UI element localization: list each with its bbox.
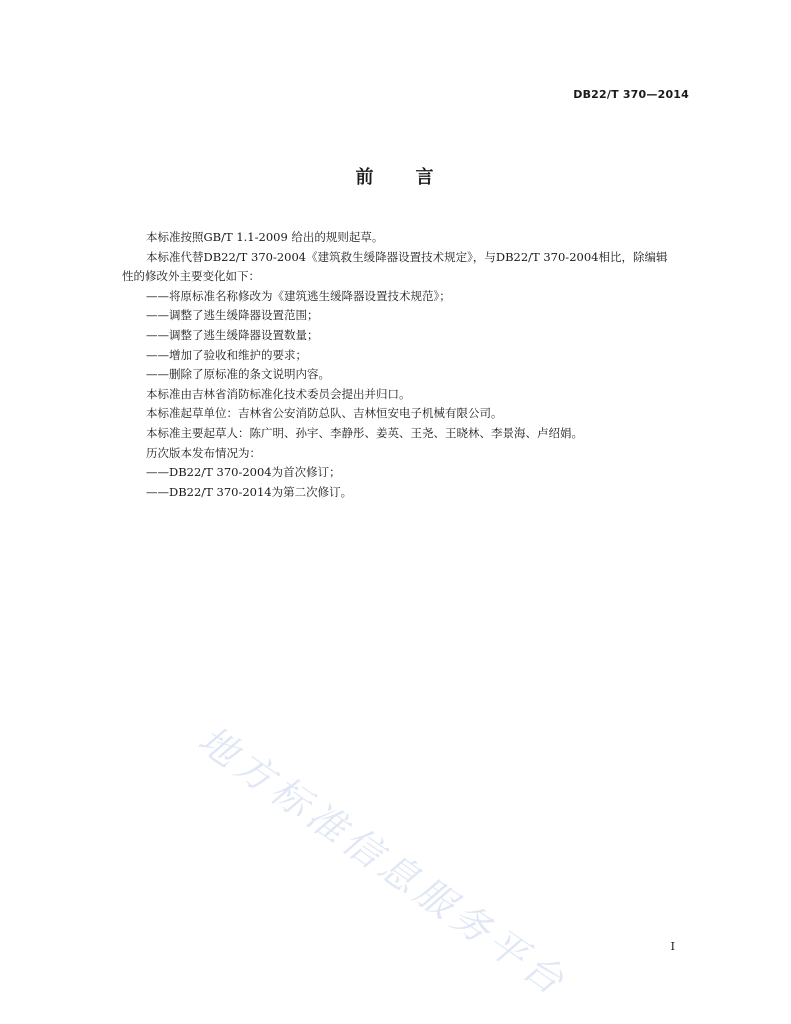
paragraph-replacement-line-1: 本标准代替DB22/T 370-2004《建筑救生缓降器设置技术规定》，与DB22/T 370-2004相比，除编辑 [146,249,668,264]
paragraph-replacement-line-2: 性的修改外主要变化如下： [122,269,260,284]
history-item: ——DB22/T 370-2014为第二次修订。 [146,484,353,499]
history-item: ——DB22/T 370-2004为首次修订； [146,465,341,480]
change-item: ——将原标准名称修改为《建筑逃生缓降器设置技术规范》； [146,288,451,303]
change-item: ——删除了原标准的条文说明内容。 [146,367,330,382]
foreword-body [122,228,692,502]
page-number: I [670,940,675,953]
change-item: ——调整了逃生缓降器设置范围； [146,308,319,323]
title-char-2: 言 [415,167,436,188]
paragraph-proposer: 本标准由吉林省消防标准化技术委员会提出并归口。 [146,386,411,401]
paragraph-drafters: 本标准主要起草人：陈广明、孙宇、李静彤、姜英、王尧、王晓林、李景海、卢绍娟。 [146,425,583,440]
paragraph-history-intro: 历次版本发布情况为： [146,445,261,460]
paragraph-drafting-units: 本标准起草单位：吉林省公安消防总队、吉林恒安电子机械有限公司。 [146,406,503,421]
change-item: ——增加了验收和维护的要求； [146,347,307,362]
watermark: 地方标准信息服务平台 [190,717,577,1006]
page-title [0,163,791,189]
title-char-1: 前 [355,167,376,188]
paragraph-drafting-rules: 本标准按照GB/T 1.1-2009 给出的规则起草。 [146,230,384,244]
standard-code: DB22/T 370—2014 [573,88,689,101]
change-item: ——调整了逃生缓降器设置数量； [146,327,319,342]
